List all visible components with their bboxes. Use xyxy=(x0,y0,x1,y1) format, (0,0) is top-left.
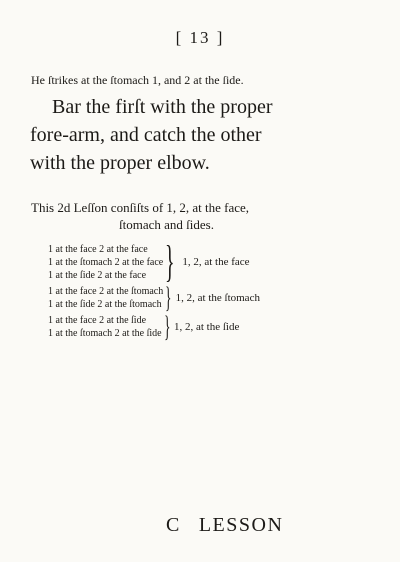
headline-line-3: with the proper elbow. xyxy=(30,152,210,174)
intro-line: He ſtrikes at the ſtomach 1, and 2 at the ſide. xyxy=(31,73,244,87)
lesson-line-1: This 2d Leſſon conſiſts of 1, 2, at the face, xyxy=(31,200,250,215)
group-line: 1 at the ſtomach 2 at the face xyxy=(48,256,164,268)
headline-line-2: fore-arm, and catch the other xyxy=(30,124,262,146)
brace-icon: } xyxy=(163,310,171,343)
blow-group-stomach xyxy=(48,281,260,314)
catchword: LESSON xyxy=(198,514,284,536)
group-line: 1 at the ſtomach 2 at the ſide xyxy=(48,328,162,339)
group-summary: 1, 2, at the ſide xyxy=(173,320,240,333)
group-lines xyxy=(48,314,162,340)
page-number-header: [ 13 ] xyxy=(175,28,225,47)
brace-icon: } xyxy=(165,237,175,286)
group-line: 1 at the ſide 2 at the ſtomach xyxy=(48,299,162,310)
group-line: 1 at the face 2 at the ſide xyxy=(48,315,147,326)
catchword-line xyxy=(166,514,283,537)
lesson-paragraph xyxy=(31,199,341,233)
group-summary: 1, 2, at the face xyxy=(182,255,250,268)
lesson-line-2: ſtomach and ſides. xyxy=(119,217,214,232)
group-line: 1 at the ſide 2 at the face xyxy=(48,269,147,281)
group-line: 1 at the face 2 at the face xyxy=(48,243,148,255)
headline-paragraph xyxy=(30,93,350,177)
blow-group-side xyxy=(48,310,240,343)
group-summary: 1, 2, at the ſtomach xyxy=(175,291,260,304)
blow-group-face xyxy=(48,237,250,286)
brace-icon: } xyxy=(165,281,172,314)
group-line: 1 at the face 2 at the ſtomach xyxy=(48,286,164,297)
group-lines xyxy=(48,243,163,282)
group-lines xyxy=(48,285,163,311)
headline-line-1: Bar the firſt with the proper xyxy=(52,96,273,118)
signature-mark: C xyxy=(166,514,181,536)
